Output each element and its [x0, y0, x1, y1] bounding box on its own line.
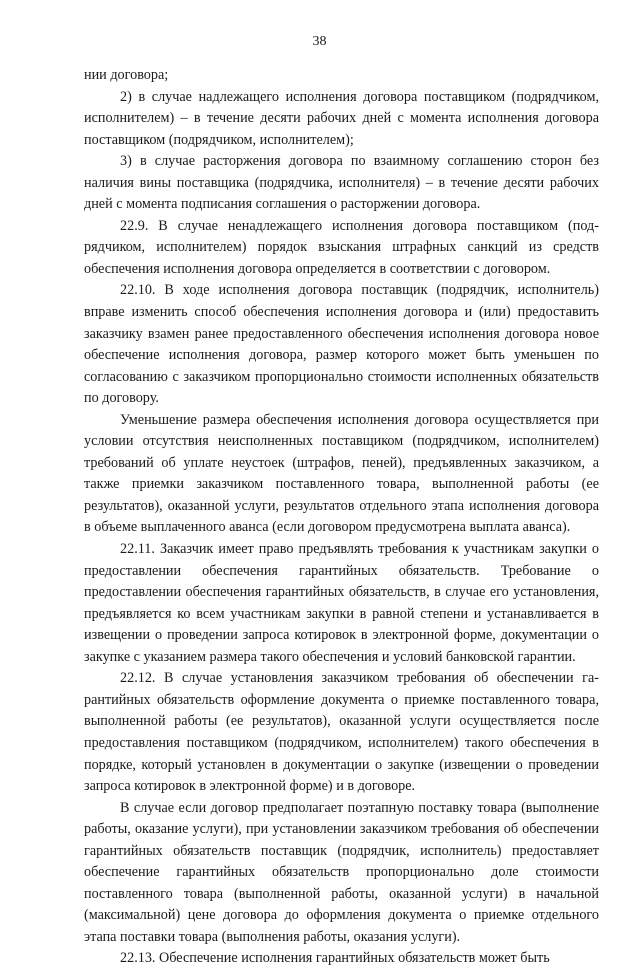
- paragraph-22-11: 22.11. Заказчик имеет право предъявлять требования к участникам закупки о предоставлении обеспечения гарантийных обязательств. Требование о предоставлении обеспечения гарантийных обязательств, в случае его установления, предъявляется ко всем участникам закупки в равной степени и устанавливается в извещении о проведении запроса котировок в электронной форме, документации о закупке с указанием размера такого обеспечения и условий банковской гарантии.: [84, 541, 599, 665]
- paragraph-staged-delivery: В случае если договор предполагает поэтапную поставку товара (выполнение работы, оказание услуги), при установлении заказчиком требования об обеспечении гарантийных обязательств поставщик (подрядчик, исполнитель) предоставляет обеспечение гарантийных обязательств пропорционально доле стоимости поставленного товара (выполненной работы, оказанной услуги) в начальной (максимальной) цене договора до оформления документа о приемке отдельного этапа поставки товара (выполнения работы, оказания услуги).: [84, 799, 599, 945]
- paragraph-22-9: 22.9. В случае ненадлежащего исполнения договора поставщиком (подрядчиком, исполнителем) порядок взыскания штрафных санкций из средств обеспечения исполнения договора определяется в соответствии с договором.: [84, 217, 599, 277]
- paragraph-22-13: 22.13. Обеспечение исполнения гарантийных обязательств может быть: [120, 950, 550, 967]
- document-body: [84, 65, 599, 970]
- paragraph-item-2: 2) в случае надлежащего исполнения договора поставщиком (подрядчиком, исполнителем) – в течение десяти рабочих дней с момента исполнения договора поставщиком (подрядчиком, исполнителем);: [84, 88, 599, 148]
- paragraph-security-reduction: Уменьшение размера обеспечения исполнения договора осуществляется при условии отсутствия неисполненных поставщиком (подрядчиком, исполнителем) требований об уплате неустоек (штрафов, пеней), предъявленных заказчиком, а также приемки заказчиком поставленного товара, выполненной работы (ее результатов), оказанной услуги, результатов отдельного этапа исполнения договора в объеме выплаченного аванса (если договором предусмотрена выплата аванса).: [84, 411, 599, 536]
- paragraph-item-3: 3) в случае расторжения договора по взаимному соглашению сторон без наличия вины поставщика (подрядчика, исполнителя) – в течение десяти рабочих дней с момента подписания соглашения о расторжении договора.: [84, 153, 599, 213]
- paragraph-contract-tail: нии договора;: [84, 67, 169, 83]
- paragraph-22-10: 22.10. В ходе исполнения договора поставщик (подрядчик, исполнитель) вправе изменить способ обеспечения исполнения договора и (или) предоставить заказчику взамен ранее предоставленного обеспечения исполнения договора новое обеспечение исполнения договора, размер которого может быть уменьшен по согласованию с заказчиком пропорционально стоимости исполненных обязательств по договору.: [84, 282, 599, 407]
- page-number: 38: [312, 34, 327, 49]
- paragraph-22-12: 22.12. В случае установления заказчиком требования об обеспечении гарантийных обязательств оформление документа о приемке поставленного товара, выполненной работы (ее результатов), оказанной услуги осуществляется после предоставления поставщиком (подрядчиком, исполнителем) такого обеспечения в порядке, который установлен в документации о закупке (извещении о проведении запроса котировок в электронной форме) и в договоре.: [84, 670, 599, 795]
